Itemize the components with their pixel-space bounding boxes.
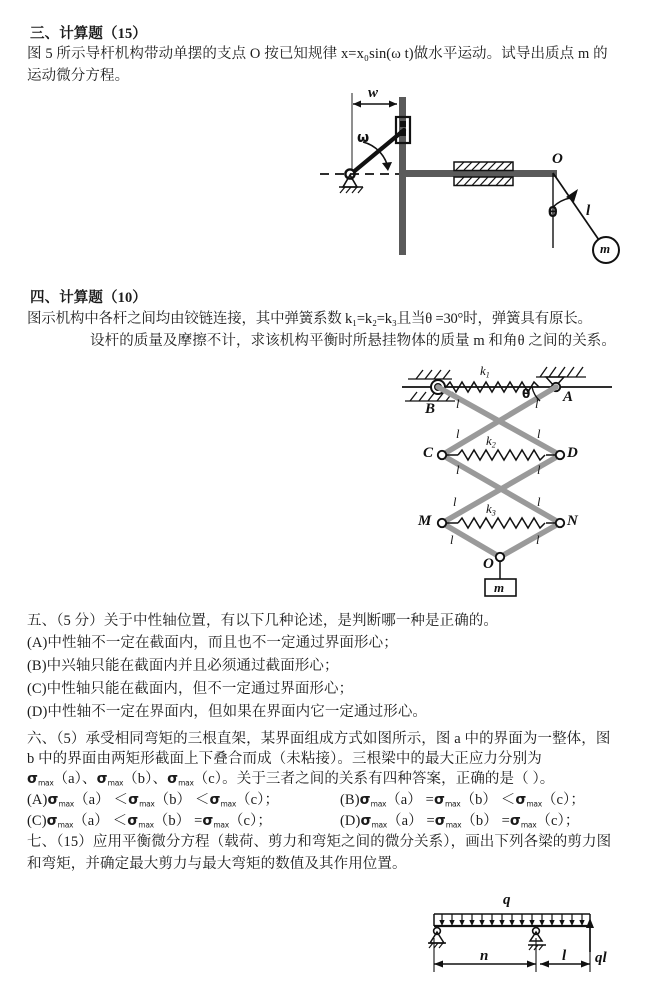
sigma-sub-1: max	[38, 778, 54, 788]
spring-label-k2: $k_2$	[486, 433, 496, 450]
figure5-label-w: w	[368, 85, 379, 101]
answer-d-label: (D)	[340, 813, 361, 829]
spring-label-C: C	[423, 445, 434, 461]
section-7-line-1: 七、（15）应用平衡微分方程（载荷、剪力和弯矩之间的微分关系），画出下列各梁的剪力图	[27, 834, 612, 850]
spring-label-O: O	[483, 556, 494, 572]
section-6-answer-c: (C)σmax（a） ＜σmax（b） =σmax（c）；	[27, 813, 273, 830]
sigma-sub-a2: max	[139, 799, 155, 809]
sigma-sub-3: max	[178, 778, 194, 788]
spring-label-D: D	[567, 445, 578, 461]
sigma-symbol-c3: σ	[202, 813, 214, 829]
answer-a-label: (A)	[27, 792, 48, 808]
answer-a-arg3: （c）	[236, 792, 265, 808]
answer-c-arg3: （c）	[228, 813, 258, 829]
figure-guide-bar-pendulum-svg	[320, 85, 646, 270]
answer-c-rel2: =	[194, 813, 203, 829]
answer-b-rel1: =	[425, 792, 434, 808]
sigma-symbol-1: σ	[27, 771, 39, 787]
sigma-symbol-b2: σ	[433, 792, 445, 808]
section-5-option-c: (C)中性轴只能在截面内，但不一定通过界面形心；	[27, 681, 354, 697]
sigma-arg-c: （c）	[193, 771, 223, 787]
answer-d-arg2: （b）	[461, 813, 498, 829]
answer-d-arg1: （a）	[386, 813, 423, 829]
answer-a-rel1: ＜	[113, 792, 129, 808]
figure-beam-load	[400, 890, 646, 1001]
sigma-symbol-b3: σ	[515, 792, 527, 808]
sigma-sub-d2: max	[445, 820, 462, 830]
spring-label-l-9: l	[450, 533, 454, 547]
answer-b-arg1: （a）	[386, 792, 422, 808]
answer-c-rel1: ＜	[112, 813, 128, 829]
sigma-arg-a: （a）	[53, 771, 83, 787]
answer-c-label: (C)	[27, 813, 47, 829]
spring-label-l-6: l	[537, 463, 541, 477]
section-6-sigma-suffix: 。关于三者之间的关系有四种答案，正确的是（ ）。	[222, 771, 555, 787]
answer-c-arg2: （b）	[153, 813, 191, 829]
section-6-answer-d: (D)σmax（a） =σmax（b） =σmax（c）；	[340, 813, 580, 830]
figure5-label-O: O	[552, 151, 563, 167]
figure-spring-linkage	[400, 365, 646, 597]
spring-label-A: A	[563, 389, 574, 405]
beam-label-n: n	[480, 948, 489, 964]
spring-label-l-10: l	[536, 533, 540, 547]
figure-beam-load-svg	[400, 890, 646, 1001]
sigma-sub-b3: max	[526, 799, 542, 809]
answer-b-rel2: ＜	[500, 792, 516, 808]
answer-d-rel1: =	[426, 813, 435, 829]
spring-label-l-4: l	[537, 427, 541, 441]
answer-c-arg1: （a）	[73, 813, 109, 829]
sigma-arg-b: （b）	[123, 771, 153, 787]
section-3-line-2: 运动微分方程。	[27, 68, 130, 84]
section-4-line-2: 设杆的质量及摩擦不计，求该机构平衡时所悬挂物体的质量 m 和角θ 之间的关系。	[90, 333, 616, 349]
answer-a-rel2: ＜	[194, 792, 210, 808]
section-3-heading: 三、计算题（15）	[30, 26, 147, 42]
beam-label-l: l	[562, 948, 567, 964]
sigma-sub-c2: max	[138, 820, 154, 830]
spring-label-theta: θ	[522, 387, 531, 401]
section-3-line-1: 图 5 所示导杆机构带动单摆的支点 O 按已知规律 x=x₀sin(ω t)做水平运动。试导出质点 m 的	[27, 46, 608, 62]
spring-label-B: B	[425, 401, 436, 417]
sigma-symbol-3: σ	[167, 771, 179, 787]
sigma-symbol-b1: σ	[359, 792, 371, 808]
sigma-sub-c3: max	[213, 820, 229, 830]
sigma-sub-a1: max	[58, 799, 74, 809]
spring-label-m: m	[494, 580, 505, 595]
sigma-sub-d3: max	[520, 820, 537, 830]
sigma-symbol-a3: σ	[209, 792, 221, 808]
section-5-heading: 五、（5 分）关于中性轴位置，有以下几种论述，是判断哪一种是正确的。	[27, 613, 499, 629]
sigma-sub-b2: max	[444, 799, 461, 809]
sigma-symbol-2: σ	[96, 771, 108, 787]
answer-d-arg3: （c）	[536, 813, 565, 829]
spring-label-l-5: l	[456, 463, 460, 477]
beam-label-ql: ql	[595, 950, 607, 966]
figure5-label-omega: ω	[357, 130, 370, 146]
sigma-symbol-d1: σ	[360, 813, 372, 829]
section-6-line-1: 六、（5）承受相同弯矩的三根直架，某界面组成方式如图所示，图 a 中的界面为一整体，图	[27, 731, 611, 747]
spring-label-l-3: l	[456, 427, 460, 441]
spring-label-l-8: l	[537, 495, 541, 509]
answer-a-arg2: （b）	[154, 792, 192, 808]
answer-a-arg1: （a）	[73, 792, 110, 808]
spring-label-l-1: l	[456, 397, 460, 411]
sigma-symbol-c1: σ	[46, 813, 58, 829]
answer-d-rel2: =	[501, 813, 510, 829]
figure5-label-theta: θ	[548, 205, 558, 221]
beam-label-q: q	[503, 892, 511, 908]
sigma-symbol-d3: σ	[509, 813, 521, 829]
sigma-sub-d1: max	[371, 820, 387, 830]
section-4-line-1: 图示机构中各杆之间均由铰链连接，其中弹簧系数 k₁=k₂=k₃且当θ =30°时，弹簧具有原长。	[27, 311, 592, 327]
answer-b-arg3: （c）	[541, 792, 571, 808]
spring-label-k3: $k_3$	[486, 501, 496, 518]
section-7-line-2: 和弯矩，并确定最大剪力与最大弯矩的数值及其作用位置。	[27, 856, 407, 872]
section-5-option-d: (D)中性轴不一定在界面内，但如果在界面内它一定通过形心。	[27, 704, 428, 720]
figure5-label-m: m	[600, 241, 611, 256]
spring-label-l-2: l	[535, 397, 539, 411]
sigma-symbol-a2: σ	[128, 792, 140, 808]
section-6-answer-b: (B)σmax（a） =σmax（b） ＜σmax（c）；	[340, 792, 586, 809]
section-5-option-b: (B)中兴轴只能在截面内并且必须通过截面形心；	[27, 658, 339, 674]
sigma-sub-c1: max	[57, 820, 74, 830]
sigma-symbol-d2: σ	[434, 813, 446, 829]
spring-label-N: N	[567, 513, 578, 529]
spring-label-k1: $k_1$	[480, 363, 490, 380]
answer-b-label: (B)	[340, 792, 360, 808]
section-4-heading: 四、计算题（10）	[30, 290, 147, 306]
spring-label-M: M	[418, 513, 432, 529]
sigma-sub-b1: max	[370, 799, 387, 809]
sigma-symbol-c2: σ	[127, 813, 139, 829]
answer-b-arg2: （b）	[460, 792, 498, 808]
section-6-answer-a: (A)σmax（a） ＜σmax（b） ＜σmax（c）；	[27, 792, 280, 809]
sigma-sub-a3: max	[220, 799, 237, 809]
sigma-symbol-a1: σ	[47, 792, 59, 808]
sigma-sub-2: max	[107, 778, 124, 788]
section-6-sigma-line: σmax（a）、σmax（b）、σmax（c）。关于三者之间的关系有四种答案，正确的是（ ）。	[27, 771, 555, 788]
figure5-label-l: l	[586, 203, 591, 219]
spring-label-l-7: l	[453, 495, 457, 509]
section-6-line-2: b 中的界面由两矩形截面上下叠合而成（未粘接）。三根梁中的最大正应力分别为	[27, 751, 542, 767]
figure-guide-bar-pendulum	[320, 85, 646, 270]
section-5-option-a: (A)中性轴不一定在截面内，而且也不一定通过界面形心；	[27, 635, 398, 651]
